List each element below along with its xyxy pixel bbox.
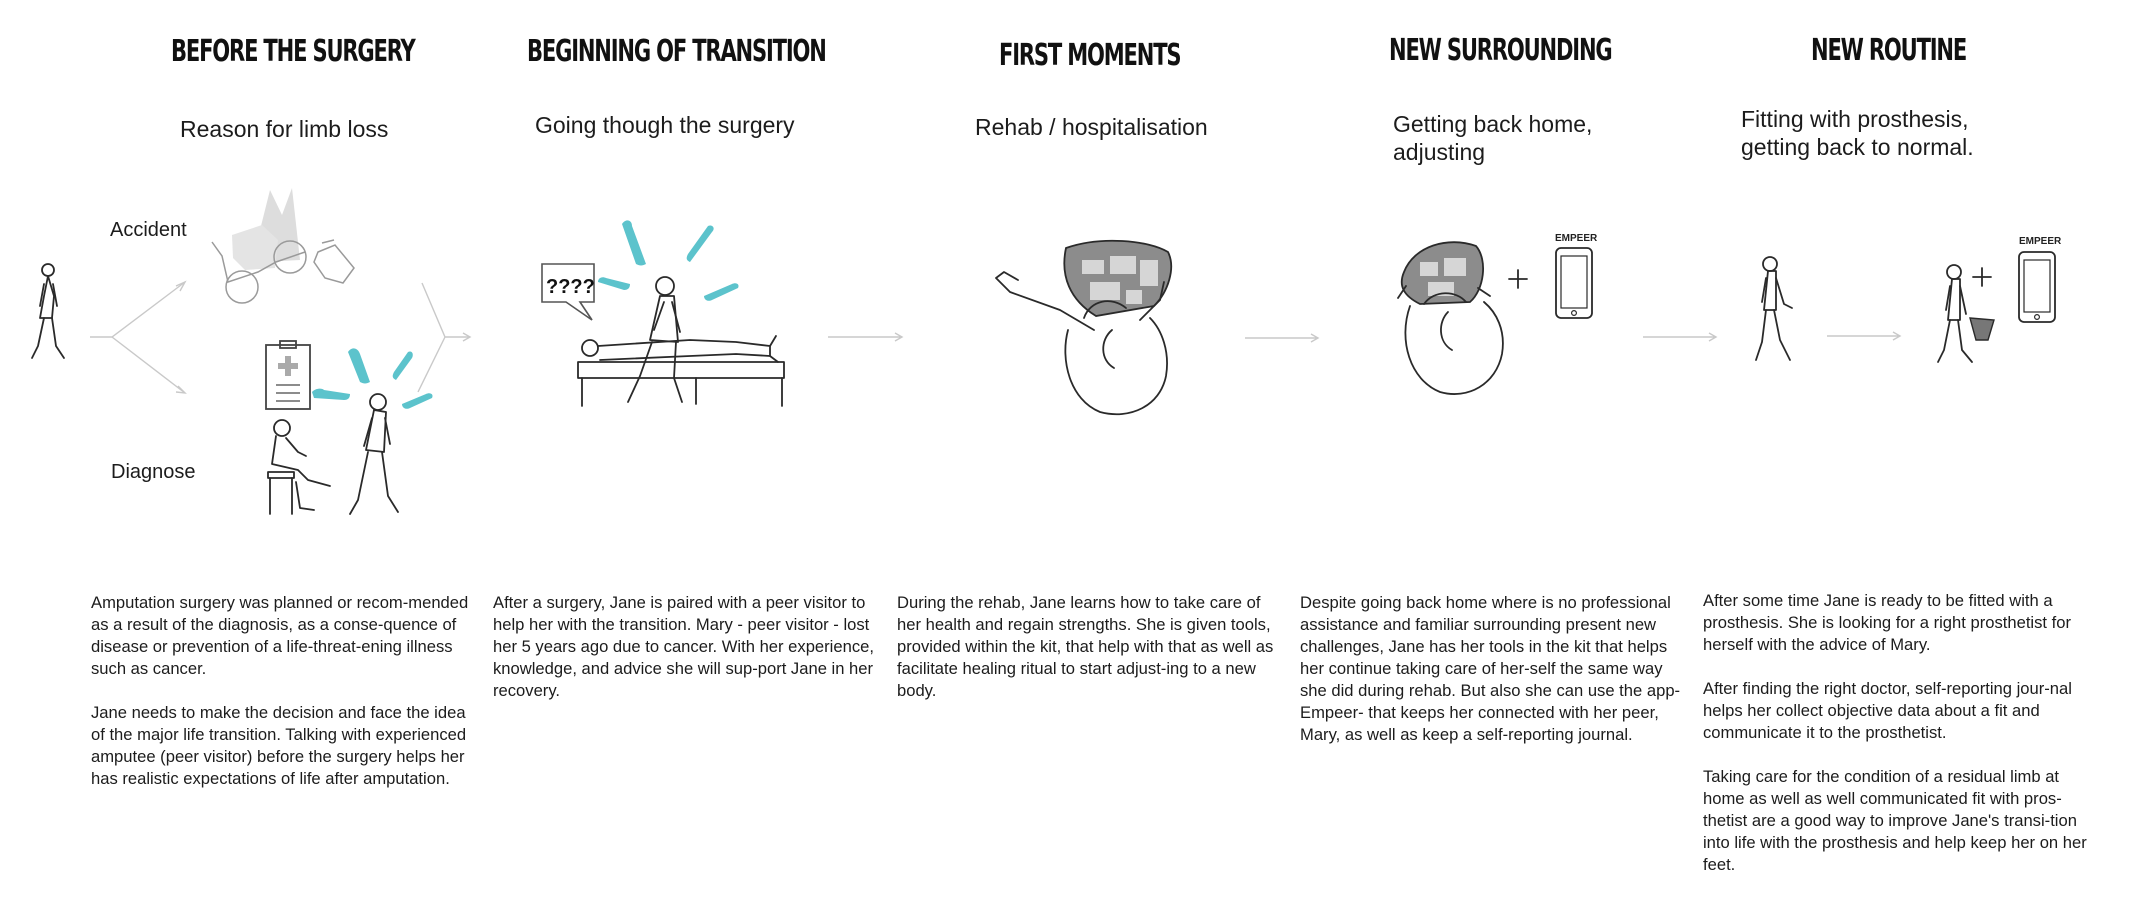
stage-subtitle-beginning-transition: Going though the surgery: [535, 112, 795, 138]
stage-connectors: [828, 332, 1900, 342]
paragraph: Despite going back home where is no professional assistance and familiar surrounding present new challenges, Jane has her tools in the kit that helps her continue taking care of her-self the same way she did during rehab. But also she can use the app- Empeer- that keeps her connected with her peer, Mary, as well as keep a self-reporting journal.: [1300, 593, 1681, 744]
stage-title-beginning-transition: BEGINNING OF TRANSITION: [527, 34, 826, 69]
stage-title-new-surrounding: NEW SURROUNDING: [1389, 33, 1612, 68]
description-new-surrounding: [1300, 592, 1686, 768]
plus-icon: [1509, 268, 1991, 288]
subtitle-line: Fitting with prosthesis,: [1741, 106, 1969, 132]
branch-arrows: [90, 282, 470, 393]
woman-prosthesis-icon: [1756, 257, 1792, 360]
stage-subtitle-first-moments: Rehab / hospitalisation: [975, 114, 1208, 140]
emphasis-strokes-surgery: [598, 220, 739, 300]
stage-title-first-moments: FIRST MOMENTS: [999, 38, 1181, 73]
clipboard-icon: [266, 341, 310, 409]
stage-title-before-surgery: BEFORE THE SURGERY: [171, 34, 415, 69]
subtitle-line: Getting back home,: [1393, 111, 1593, 137]
connector-arrow: [828, 333, 902, 341]
stage-subtitle-before-surgery: Reason for limb loss: [180, 116, 389, 142]
bubble-text: ????: [546, 276, 595, 298]
speech-bubble: [542, 264, 595, 320]
paragraph: Amputation surgery was planned or recom-mended as a result of the diagnosis, as a conse-quence of disease or prevention of a life-threat-ening illness such as cancer.: [91, 593, 469, 678]
arrow-head: [176, 282, 185, 291]
paragraph: Jane needs to make the decision and face the idea of the major life transition. Talking with experienced amputee (peer visitor) before the surgery helps her has realistic expectations of life after amputation.: [91, 703, 467, 788]
description-beginning-transition: [493, 592, 878, 724]
rehab-kit-icon: [996, 241, 1171, 414]
home-kit-icon: [1398, 242, 1503, 394]
phone-icon: [1555, 233, 1598, 318]
subtitle-line: adjusting: [1393, 139, 1486, 165]
arrow-to-diagnose: [112, 337, 185, 393]
woman-bag-icon: [1938, 265, 1972, 362]
hospital-bed-icon: [578, 277, 784, 406]
connector-arrow: [1827, 332, 1900, 340]
description-new-routine: [1703, 590, 2095, 898]
paragraph: After some time Jane is ready to be fitted with a prosthesis. She is looking for a right prosthetist for herself with the advice of Mary.: [1703, 591, 2072, 654]
connector-arrow: [1643, 333, 1716, 341]
arrow-merge: [422, 283, 470, 337]
motorcycle-accident-icon: [212, 188, 354, 303]
paragraph: During the rehab, Jane learns how to take care of her health and regain strengths. She is given tools, provided within the kit, that help with that as well as facilitate healing ritual to start adjust-ing to a new body.: [897, 593, 1274, 700]
arrow-merge: [418, 337, 445, 392]
emphasis-strokes: [312, 348, 433, 408]
paragraph: After a surgery, Jane is paired with a peer visitor to help her with the transition. Mary - peer visitor - lost her 5 years ago due to cancer. With her experience, knowledge, and advice she will sup-port Jane in her recovery.: [493, 593, 874, 700]
doctor-patient-icon: [268, 394, 398, 514]
label-accident: Accident: [110, 219, 187, 241]
phone-label: EMPEER: [1555, 233, 1598, 244]
phone-label: EMPEER: [2019, 236, 2062, 247]
stage-title-new-routine: NEW ROUTINE: [1811, 33, 1967, 68]
subtitle-line: getting back to normal.: [1741, 134, 1974, 160]
connector-arrow: [1245, 334, 1318, 342]
paragraph: Taking care for the condition of a residual limb at home as well as well communicated fit with pros-thetist are a good way to improve Jane's transi-tion into life with the prosthesis and help keep her on her feet.: [1703, 767, 2087, 874]
description-first-moments: [897, 592, 1279, 724]
label-diagnose: Diagnose: [111, 461, 196, 483]
description-before-surgery: [91, 592, 476, 812]
phone-icon-routine: [2019, 236, 2062, 322]
arrow-to-accident: [90, 282, 185, 337]
woman-standing-icon: [32, 264, 64, 358]
paragraph: After finding the right doctor, self-reporting jour-nal helps her collect objective data about a fit and communicate it to the prosthetist.: [1703, 679, 2072, 742]
bag-icon: [1970, 318, 1994, 340]
